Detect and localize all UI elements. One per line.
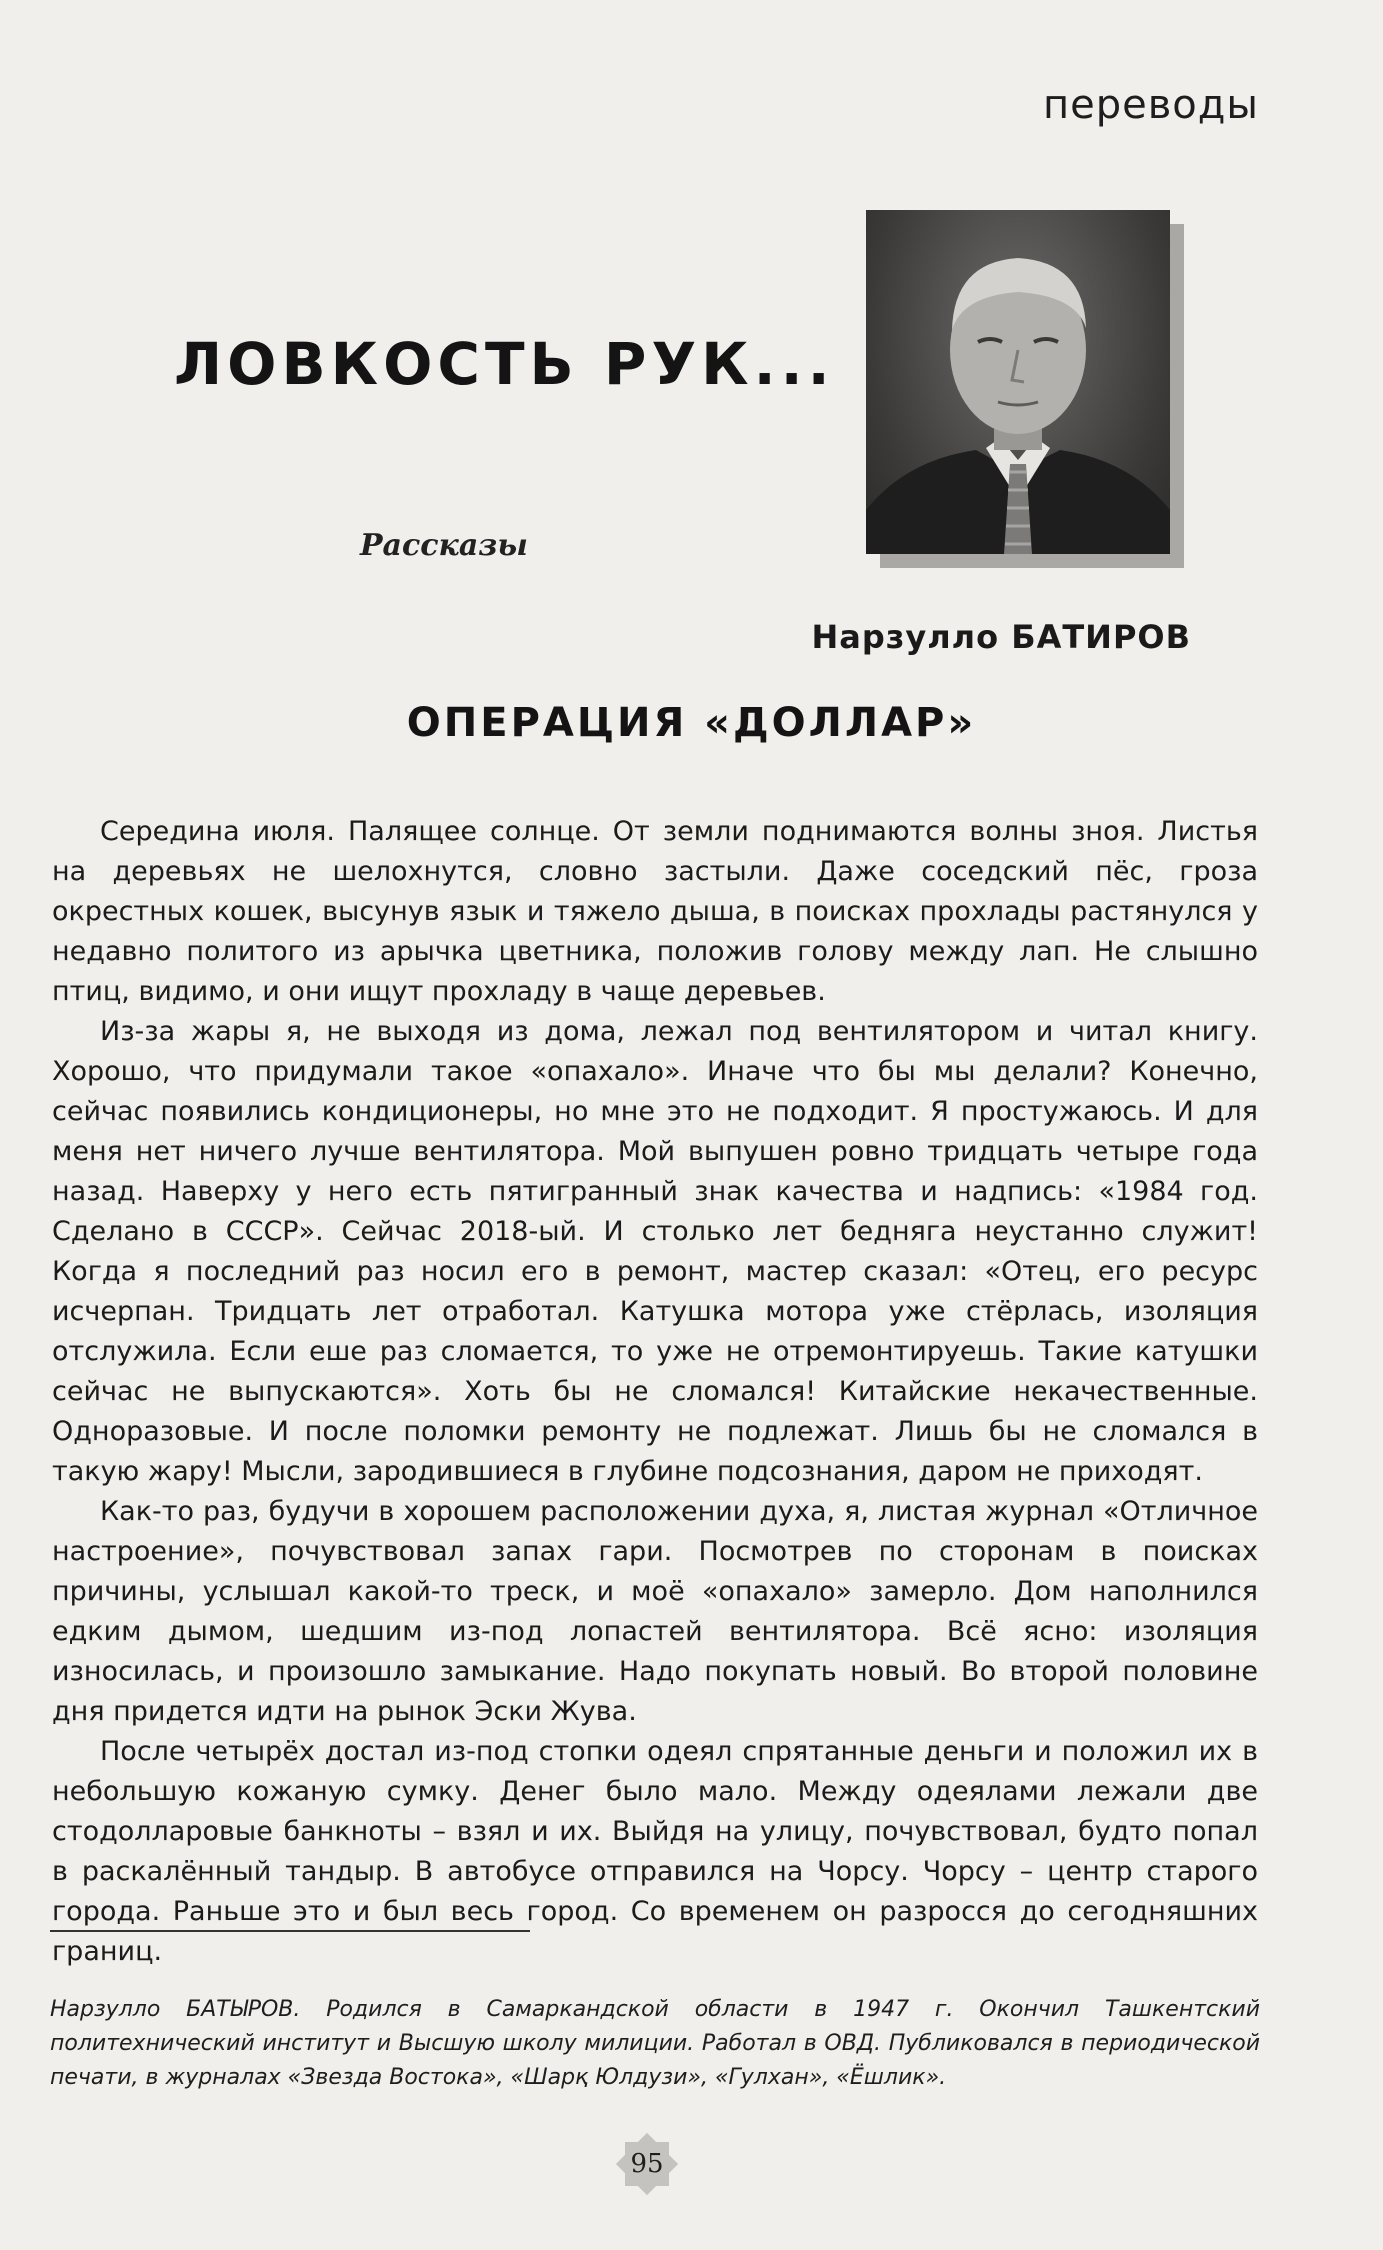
- page-number: 95: [630, 2149, 664, 2179]
- genre-label: Рассказы: [360, 528, 528, 563]
- paragraph: Середина июля. Палящее солнце. От земли поднимаются волны зноя. Листья на деревьях не шелохнутся, словно застыли. Даже соседский пёс, гроза окрестных кошек, высунув язык и тяжело дыша, в поисках прохлады растянулся у недавно политого из арычка цветника, положив голову между лап. Не слышно птиц, видимо, и они ищут прохладу в чаще деревьев.: [52, 816, 1258, 1007]
- page-number-badge: [615, 2132, 679, 2196]
- author-last-name: БАТИРОВ: [1011, 618, 1191, 656]
- paragraph: Как-то раз, будучи в хорошем расположении духа, я, листая журнал «Отличное настроение», почувствовал запах гари. Посмотрев по сторонам в поисках причины, услышал какой-то треск, и моё «опахало» замерло. Дом наполнился едким дымом, шедшим из-под лопастей вентилятора. Всё ясно: изоляция износилась, и произошло замыкание. Надо покупать новый. Во второй половине дня придется идти на рынок Эски Жува.: [52, 1496, 1258, 1727]
- portrait-illustration: [866, 210, 1170, 554]
- paragraph: Из-за жары я, не выходя из дома, лежал под вентилятором и читал книгу. Хорошо, что придумали такое «опахало». Иначе что бы мы делали? Конечно, сейчас появились кондиционеры, но мне это не подходит. Я простужаюсь. И для меня нет ничего лучше вентилятора. Мой выпушен ровно тридцать четыре года назад. Наверху у него есть пятигранный знак качества и надпись: «1984 год. Сделано в СССР». Сейчас 2018-ый. И столько лет бедняга неустанно служит! Когда я последний раз носил его в ремонт, мастер сказал: «Отец, его ресурс исчерпан. Тридцать лет отработал. Катушка мотора уже стёрлась, изоляция отслужила. Если еше раз сломается, то уже не отремонтируешь. Такие катушки сейчас не выпускаются». Хоть бы не сломался! Китайские некачественные. Одноразовые. И после поломки ремонту не подлежат. Лишь бы не сломался в такую жару! Мысли, зародившиеся в глубине подсознания, даром не приходят.: [52, 1016, 1258, 1487]
- author-first-name: Нарзулло: [811, 618, 1000, 656]
- author-portrait-image: [866, 210, 1170, 554]
- main-title: ЛОВКОСТЬ РУК...: [174, 330, 835, 398]
- author-photo: [866, 210, 1184, 568]
- story-title: ОПЕРАЦИЯ «ДОЛЛАР»: [406, 700, 977, 746]
- footnote-divider: [50, 1930, 530, 1932]
- paragraph: После четырёх достал из-под стопки одеял спрятанные деньги и положил их в небольшую кожаную сумку. Денег было мало. Между одеялами лежали две стодолларовые банкноты – взял и их. Выйдя на улицу, почувствовал, будто попал в раскалённый тандыр. В автобусе отправился на Чорсу. Чорсу – центр старого города. Раньше это и был весь город. Со временем он разросся до сегодняшних границ.: [52, 1736, 1258, 1967]
- story-body: [52, 812, 1258, 1972]
- author-name: [811, 618, 1191, 656]
- section-label: переводы: [1042, 82, 1259, 128]
- author-footnote: Нарзулло БАТЫРОВ. Родился в Самаркандской области в 1947 г. Окончил Ташкентский политехнический институт и Высшую школу милиции. Работал в ОВД. Публиковался в периодической печати, в журналах «Звезда Востока», «Шарқ Юлдузи», «Гулхан», «Ёшлик».: [50, 1997, 1260, 2090]
